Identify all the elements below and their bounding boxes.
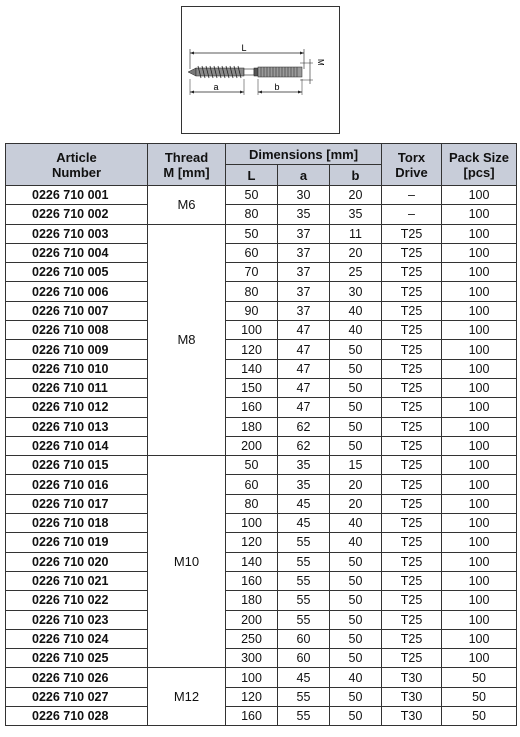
table-row (6, 340, 517, 359)
length-a-cell: 55 (278, 533, 330, 552)
pack-size-cell: 100 (442, 514, 517, 533)
length-a-cell: 55 (278, 552, 330, 571)
length-a-cell: 60 (278, 629, 330, 648)
article-number-cell: 0226 710 026 (6, 668, 148, 687)
length-L-cell: 60 (226, 243, 278, 262)
article-number-cell: 0226 710 017 (6, 494, 148, 513)
length-L-cell: 100 (226, 514, 278, 533)
length-b-cell: 50 (330, 591, 382, 610)
length-b-cell: 40 (330, 321, 382, 340)
length-b-cell: 50 (330, 359, 382, 378)
length-b-cell: 40 (330, 533, 382, 552)
length-L-cell: 180 (226, 591, 278, 610)
length-b-cell: 50 (330, 687, 382, 706)
article-number-cell: 0226 710 010 (6, 359, 148, 378)
header-thread: Thread M [mm] (148, 144, 226, 186)
length-a-cell: 37 (278, 301, 330, 320)
length-L-cell: 250 (226, 629, 278, 648)
article-number-cell: 0226 710 011 (6, 378, 148, 397)
dim-label-L: L (241, 43, 247, 53)
length-a-cell: 45 (278, 494, 330, 513)
article-number-cell: 0226 710 024 (6, 629, 148, 648)
pack-size-cell: 100 (442, 224, 517, 243)
length-L-cell: 200 (226, 610, 278, 629)
wood-thread (188, 66, 244, 78)
thread-size-cell: M6 (148, 186, 226, 225)
pack-size-cell: 50 (442, 687, 517, 706)
length-L-cell: 100 (226, 668, 278, 687)
article-number-cell: 0226 710 014 (6, 436, 148, 455)
length-b-cell: 50 (330, 649, 382, 668)
article-number-cell: 0226 710 013 (6, 417, 148, 436)
torx-drive-cell: T30 (382, 707, 442, 726)
length-L-cell: 80 (226, 205, 278, 224)
pack-size-cell: 100 (442, 436, 517, 455)
header-torx-drive: Torx Drive (382, 144, 442, 186)
table-row (6, 707, 517, 726)
length-b-cell: 50 (330, 552, 382, 571)
torx-drive-cell: T25 (382, 610, 442, 629)
dim-label-M: M (316, 59, 325, 66)
length-L-cell: 100 (226, 321, 278, 340)
pack-size-cell: 100 (442, 591, 517, 610)
table-row (6, 475, 517, 494)
article-number-cell: 0226 710 020 (6, 552, 148, 571)
length-a-cell: 55 (278, 591, 330, 610)
pack-size-cell: 100 (442, 533, 517, 552)
torx-drive-cell: T25 (382, 649, 442, 668)
length-b-cell: 20 (330, 186, 382, 205)
length-a-cell: 37 (278, 263, 330, 282)
pack-size-cell: 50 (442, 707, 517, 726)
header-dim-b: b (330, 165, 382, 186)
article-number-cell: 0226 710 001 (6, 186, 148, 205)
dim-label-a: a (213, 82, 219, 92)
pack-size-cell: 100 (442, 629, 517, 648)
table-row (6, 398, 517, 417)
torx-drive-cell: T25 (382, 340, 442, 359)
table-row (6, 301, 517, 320)
table-row (6, 552, 517, 571)
article-number-cell: 0226 710 007 (6, 301, 148, 320)
table-row (6, 243, 517, 262)
torx-drive-cell: T30 (382, 668, 442, 687)
length-L-cell: 70 (226, 263, 278, 282)
torx-drive-cell: T25 (382, 321, 442, 340)
torx-drive-cell: – (382, 205, 442, 224)
length-b-cell: 40 (330, 514, 382, 533)
pack-size-cell: 100 (442, 494, 517, 513)
pack-size-cell: 100 (442, 263, 517, 282)
table-row (6, 610, 517, 629)
length-b-cell: 50 (330, 398, 382, 417)
length-L-cell: 120 (226, 340, 278, 359)
table-row (6, 668, 517, 687)
length-a-cell: 62 (278, 417, 330, 436)
length-b-cell: 50 (330, 629, 382, 648)
length-L-cell: 50 (226, 456, 278, 475)
torx-drive-cell: T25 (382, 494, 442, 513)
torx-drive-cell: T25 (382, 436, 442, 455)
header-article-number: Article Number (6, 144, 148, 186)
article-number-cell: 0226 710 006 (6, 282, 148, 301)
table-row (6, 494, 517, 513)
table-row (6, 629, 517, 648)
pack-size-cell: 100 (442, 378, 517, 397)
article-number-cell: 0226 710 009 (6, 340, 148, 359)
article-number-cell: 0226 710 015 (6, 456, 148, 475)
length-L-cell: 50 (226, 186, 278, 205)
pack-size-cell: 100 (442, 610, 517, 629)
article-number-cell: 0226 710 005 (6, 263, 148, 282)
torx-drive-cell: T25 (382, 282, 442, 301)
table-row (6, 436, 517, 455)
pack-size-cell: 100 (442, 649, 517, 668)
length-b-cell: 50 (330, 417, 382, 436)
table-row (6, 417, 517, 436)
length-b-cell: 50 (330, 610, 382, 629)
length-a-cell: 47 (278, 340, 330, 359)
article-number-cell: 0226 710 027 (6, 687, 148, 706)
length-L-cell: 90 (226, 301, 278, 320)
length-a-cell: 35 (278, 205, 330, 224)
length-a-cell: 37 (278, 243, 330, 262)
length-a-cell: 47 (278, 398, 330, 417)
length-b-cell: 20 (330, 494, 382, 513)
pack-size-cell: 100 (442, 398, 517, 417)
table-row (6, 649, 517, 668)
length-a-cell: 55 (278, 610, 330, 629)
pack-size-cell: 100 (442, 359, 517, 378)
article-number-cell: 0226 710 008 (6, 321, 148, 340)
torx-drive-cell: – (382, 186, 442, 205)
torx-drive-cell: T25 (382, 533, 442, 552)
torx-drive-cell: T25 (382, 398, 442, 417)
table-body (6, 186, 517, 726)
length-a-cell: 37 (278, 224, 330, 243)
article-number-cell: 0226 710 025 (6, 649, 148, 668)
torx-drive-cell: T25 (382, 417, 442, 436)
table-row (6, 186, 517, 205)
torx-drive-cell: T25 (382, 571, 442, 590)
header-dim-L: L (226, 165, 278, 186)
article-number-cell: 0226 710 021 (6, 571, 148, 590)
length-b-cell: 50 (330, 571, 382, 590)
table-row (6, 571, 517, 590)
length-L-cell: 60 (226, 475, 278, 494)
table-row (6, 591, 517, 610)
article-number-cell: 0226 710 012 (6, 398, 148, 417)
article-number-cell: 0226 710 019 (6, 533, 148, 552)
torx-drive-cell: T25 (382, 475, 442, 494)
pack-size-cell: 100 (442, 456, 517, 475)
torx-drive-cell: T25 (382, 514, 442, 533)
thread-size-cell: M8 (148, 224, 226, 456)
product-spec-table (5, 143, 517, 726)
length-L-cell: 140 (226, 359, 278, 378)
length-a-cell: 45 (278, 668, 330, 687)
machine-thread (258, 67, 302, 77)
table-row (6, 263, 517, 282)
article-number-cell: 0226 710 023 (6, 610, 148, 629)
pack-size-cell: 100 (442, 243, 517, 262)
table-row (6, 687, 517, 706)
table-row (6, 378, 517, 397)
pack-size-cell: 100 (442, 571, 517, 590)
thread-size-cell: M12 (148, 668, 226, 726)
pack-size-cell: 50 (442, 668, 517, 687)
article-number-cell: 0226 710 004 (6, 243, 148, 262)
length-b-cell: 20 (330, 243, 382, 262)
length-a-cell: 35 (278, 475, 330, 494)
pack-size-cell: 100 (442, 321, 517, 340)
length-b-cell: 50 (330, 378, 382, 397)
length-L-cell: 50 (226, 224, 278, 243)
article-number-cell: 0226 710 018 (6, 514, 148, 533)
torx-drive-cell: T25 (382, 456, 442, 475)
drive-section (244, 69, 254, 75)
length-L-cell: 140 (226, 552, 278, 571)
pack-size-cell: 100 (442, 282, 517, 301)
length-L-cell: 160 (226, 571, 278, 590)
length-a-cell: 47 (278, 321, 330, 340)
torx-drive-cell: T25 (382, 301, 442, 320)
torx-drive-cell: T25 (382, 378, 442, 397)
table-row (6, 321, 517, 340)
pack-size-cell: 100 (442, 417, 517, 436)
screw-diagram (181, 6, 340, 134)
table-row (6, 533, 517, 552)
length-b-cell: 40 (330, 668, 382, 687)
table-row (6, 514, 517, 533)
article-number-cell: 0226 710 028 (6, 707, 148, 726)
length-L-cell: 160 (226, 707, 278, 726)
length-L-cell: 150 (226, 378, 278, 397)
length-b-cell: 35 (330, 205, 382, 224)
length-L-cell: 80 (226, 282, 278, 301)
pack-size-cell: 100 (442, 205, 517, 224)
torx-drive-cell: T25 (382, 552, 442, 571)
length-b-cell: 40 (330, 301, 382, 320)
table-row (6, 282, 517, 301)
torx-drive-cell: T30 (382, 687, 442, 706)
length-a-cell: 55 (278, 687, 330, 706)
torx-drive-cell: T25 (382, 629, 442, 648)
header-dimensions: Dimensions [mm] (226, 144, 382, 165)
length-a-cell: 47 (278, 359, 330, 378)
length-L-cell: 120 (226, 687, 278, 706)
article-number-cell: 0226 710 016 (6, 475, 148, 494)
length-L-cell: 180 (226, 417, 278, 436)
length-b-cell: 15 (330, 456, 382, 475)
pack-size-cell: 100 (442, 475, 517, 494)
length-L-cell: 300 (226, 649, 278, 668)
length-a-cell: 37 (278, 282, 330, 301)
length-b-cell: 50 (330, 436, 382, 455)
length-b-cell: 50 (330, 340, 382, 359)
length-b-cell: 11 (330, 224, 382, 243)
length-a-cell: 62 (278, 436, 330, 455)
torx-drive-cell: T25 (382, 359, 442, 378)
length-a-cell: 55 (278, 571, 330, 590)
length-L-cell: 80 (226, 494, 278, 513)
torx-drive-cell: T25 (382, 591, 442, 610)
pack-size-cell: 100 (442, 301, 517, 320)
header-pack-size: Pack Size [pcs] (442, 144, 517, 186)
pack-size-cell: 100 (442, 186, 517, 205)
length-b-cell: 50 (330, 707, 382, 726)
table-row (6, 456, 517, 475)
article-number-cell: 0226 710 003 (6, 224, 148, 243)
torx-drive-cell: T25 (382, 243, 442, 262)
table-row (6, 205, 517, 224)
table-header (6, 144, 517, 186)
length-b-cell: 30 (330, 282, 382, 301)
thread-size-cell: M10 (148, 456, 226, 668)
length-a-cell: 35 (278, 456, 330, 475)
article-number-cell: 0226 710 022 (6, 591, 148, 610)
length-L-cell: 200 (226, 436, 278, 455)
length-a-cell: 30 (278, 186, 330, 205)
header-dim-a: a (278, 165, 330, 186)
hanger-bolt-drawing (182, 7, 339, 133)
length-a-cell: 60 (278, 649, 330, 668)
length-a-cell: 47 (278, 378, 330, 397)
length-b-cell: 20 (330, 475, 382, 494)
length-L-cell: 160 (226, 398, 278, 417)
pack-size-cell: 100 (442, 552, 517, 571)
torx-drive-cell: T25 (382, 263, 442, 282)
table-row (6, 359, 517, 378)
dim-label-b: b (274, 82, 280, 92)
table-row (6, 224, 517, 243)
length-a-cell: 45 (278, 514, 330, 533)
torx-drive-cell: T25 (382, 224, 442, 243)
pack-size-cell: 100 (442, 340, 517, 359)
article-number-cell: 0226 710 002 (6, 205, 148, 224)
length-b-cell: 25 (330, 263, 382, 282)
length-a-cell: 55 (278, 707, 330, 726)
length-L-cell: 120 (226, 533, 278, 552)
